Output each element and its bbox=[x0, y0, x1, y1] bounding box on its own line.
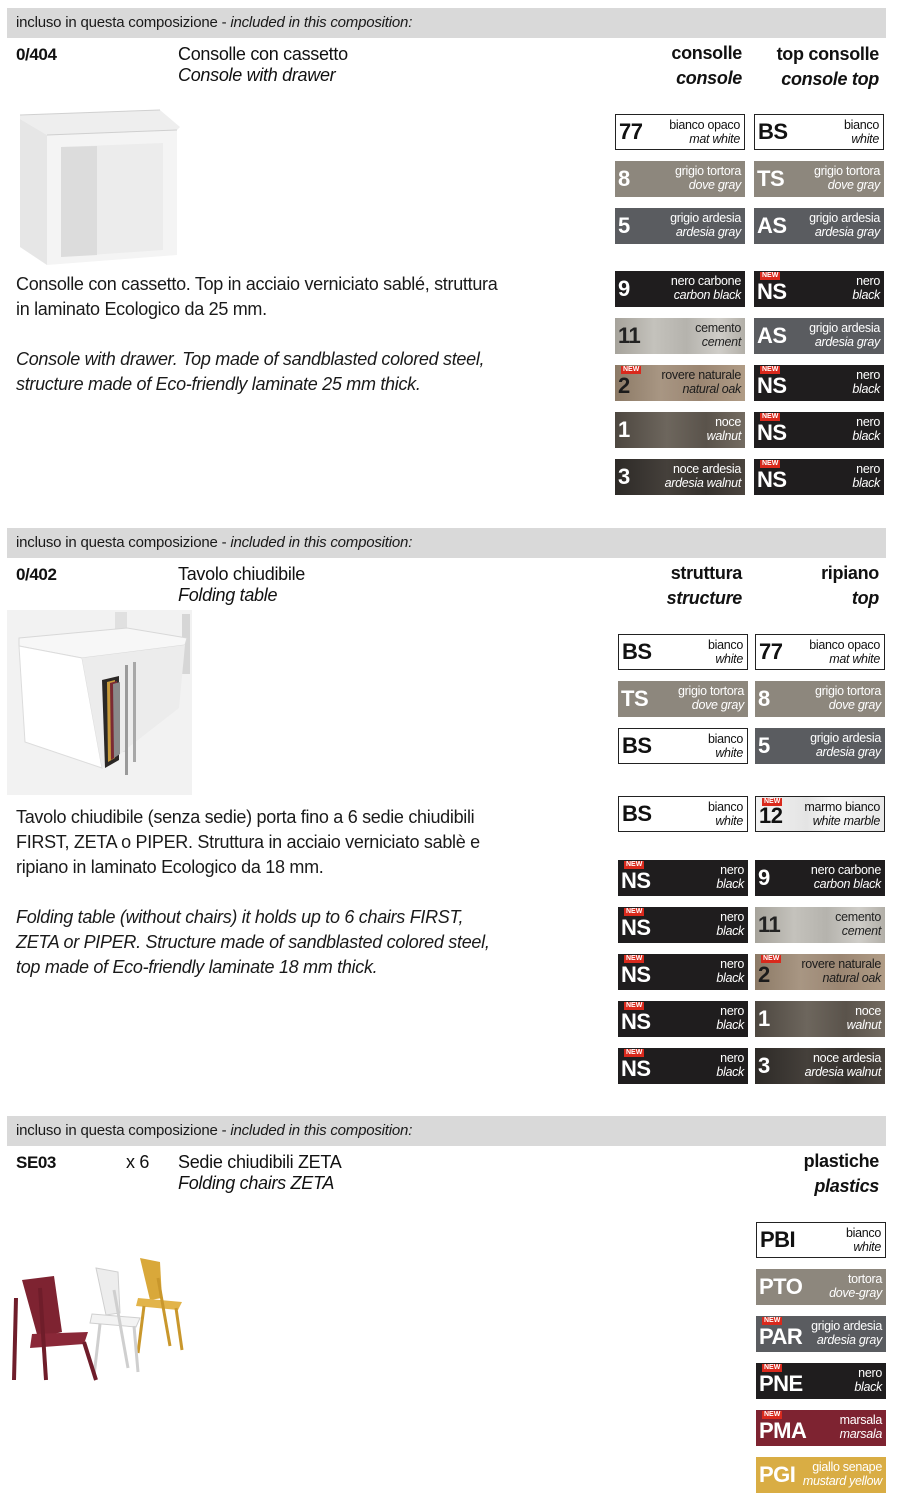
section-header bbox=[7, 1116, 886, 1146]
swatch-code: TS bbox=[621, 686, 649, 711]
swatch-names bbox=[716, 1051, 744, 1079]
swatch-name-it: nero bbox=[856, 462, 880, 476]
swatch-name-en: white bbox=[851, 132, 879, 146]
swatch bbox=[754, 459, 884, 495]
swatch-names bbox=[805, 1051, 881, 1079]
swatch-name-it: nero bbox=[720, 910, 744, 924]
swatch-name-it: nero bbox=[720, 863, 744, 877]
new-badge: NEW bbox=[764, 1411, 781, 1418]
column-header-en: structure bbox=[666, 588, 742, 608]
new-badge: NEW bbox=[763, 955, 780, 962]
new-badge: NEW bbox=[764, 798, 781, 805]
new-badge: NEW bbox=[762, 366, 779, 373]
swatch-name-it: bianco bbox=[845, 1226, 881, 1240]
column-header-it: ripiano bbox=[821, 563, 879, 583]
column-header-it: consolle bbox=[671, 43, 742, 63]
swatch-name-en: dove gray bbox=[828, 698, 881, 712]
product-name-it: Sedie chiudibili ZETA bbox=[178, 1152, 342, 1172]
swatch bbox=[755, 1001, 885, 1037]
column-header-top bbox=[821, 561, 879, 611]
swatch-name-it: grigio tortora bbox=[815, 684, 881, 698]
swatch bbox=[754, 161, 884, 197]
swatch-name-en: ardesia gray bbox=[814, 335, 880, 349]
column-header-it: plastiche bbox=[803, 1151, 879, 1171]
swatch-name-it: nero bbox=[856, 415, 880, 429]
swatch-names bbox=[809, 638, 880, 666]
swatch-names bbox=[716, 863, 744, 891]
new-badge: NEW bbox=[626, 1049, 643, 1056]
swatch-names bbox=[670, 211, 741, 239]
swatch-name-en: walnut bbox=[706, 429, 741, 443]
swatch-code: PNE bbox=[759, 1370, 803, 1396]
description-it: Consolle con cassetto. Top in acciaio verniciato sablé, struttura in laminato Ecologico da 25 mm. bbox=[16, 274, 498, 319]
swatch-names bbox=[809, 321, 880, 349]
swatch bbox=[615, 412, 745, 448]
swatch-names bbox=[814, 164, 880, 192]
swatch-code: PGI bbox=[759, 1462, 796, 1487]
swatch-name-it: tortora bbox=[847, 1272, 882, 1286]
swatch bbox=[754, 365, 884, 401]
swatch-name-it: nero bbox=[720, 1004, 744, 1018]
swatch-code: 12 bbox=[759, 803, 783, 829]
swatch bbox=[615, 208, 745, 244]
column-header-plastics bbox=[804, 1149, 879, 1199]
swatch-code: BS bbox=[622, 801, 652, 826]
swatch-code: NS bbox=[757, 419, 787, 445]
product-name bbox=[178, 1152, 341, 1194]
swatch bbox=[754, 114, 884, 150]
swatch-name-it: noce ardesia bbox=[813, 1051, 881, 1065]
swatch bbox=[755, 728, 885, 764]
swatch-name-en: natural oak bbox=[822, 971, 881, 985]
product-description bbox=[16, 805, 508, 980]
swatch-names bbox=[671, 274, 741, 302]
header-text-en: included in this composition: bbox=[230, 1122, 413, 1139]
column-header-console-top bbox=[777, 42, 879, 92]
swatch-name-it: grigio ardesia bbox=[810, 731, 881, 745]
swatch-names bbox=[847, 1004, 881, 1032]
swatch bbox=[755, 860, 885, 896]
swatch-name-it: grigio ardesia bbox=[809, 321, 880, 335]
swatch-name-it: noce bbox=[855, 1004, 881, 1018]
swatch-name-en: black bbox=[852, 382, 880, 396]
swatch-name-it: nero bbox=[856, 274, 880, 288]
column-header-en: top bbox=[851, 588, 879, 608]
swatch bbox=[755, 954, 885, 990]
product-name-en: Folding table bbox=[178, 585, 278, 605]
swatch-code: TS bbox=[757, 166, 785, 191]
swatch-names bbox=[835, 910, 881, 938]
swatch-name-it: giallo senape bbox=[812, 1460, 882, 1474]
product-code: 0/402 bbox=[16, 565, 57, 584]
swatch-name-en: dove gray bbox=[688, 178, 741, 192]
swatch bbox=[756, 1363, 886, 1399]
description-it: Tavolo chiudibile (senza sedie) porta fino a 6 sedie chiudibili FIRST, ZETA o PIPER. Struttura in acciaio verniciato sablè e ripiano in laminato Ecologico da 18 mm. bbox=[16, 807, 480, 877]
swatch bbox=[618, 634, 748, 670]
swatch-code: NS bbox=[621, 867, 651, 893]
product-name-en: Console with drawer bbox=[178, 65, 336, 85]
swatch-names bbox=[675, 164, 741, 192]
swatch-code: 2 bbox=[618, 372, 630, 398]
header-text-en: included in this composition: bbox=[230, 534, 413, 551]
swatch-name-en: dove gray bbox=[827, 178, 880, 192]
swatch-name-en: natural oak bbox=[682, 382, 741, 396]
swatch-code: PAR bbox=[759, 1323, 803, 1349]
swatch-code: NS bbox=[757, 466, 787, 492]
swatch-names bbox=[852, 462, 880, 490]
product-code: SE03 bbox=[16, 1153, 56, 1172]
swatch-code: NS bbox=[621, 961, 651, 987]
swatch-code: 9 bbox=[758, 865, 770, 890]
swatch-code: PMA bbox=[759, 1417, 807, 1443]
swatch-name-it: grigio tortora bbox=[678, 684, 744, 698]
swatch-names bbox=[669, 118, 740, 146]
swatch-name-en: black bbox=[716, 1065, 744, 1079]
column-header-en: console bbox=[676, 68, 742, 88]
swatch-names bbox=[846, 1226, 881, 1254]
swatch-name-it: rovere naturale bbox=[661, 368, 741, 382]
new-badge: NEW bbox=[764, 1317, 781, 1324]
swatch bbox=[618, 907, 748, 943]
swatch-names bbox=[707, 415, 741, 443]
swatch-name-it: nero bbox=[858, 1366, 882, 1380]
swatch-names bbox=[854, 1366, 882, 1394]
column-header-it: struttura bbox=[670, 563, 742, 583]
swatch-code: AS bbox=[757, 213, 787, 238]
swatch bbox=[756, 1222, 886, 1258]
swatch-name-it: nero carbone bbox=[810, 863, 881, 877]
swatch-names bbox=[708, 800, 743, 828]
swatch-name-it: nero bbox=[856, 368, 880, 382]
swatch bbox=[615, 318, 745, 354]
swatch-name-en: black bbox=[716, 971, 744, 985]
swatch-names bbox=[844, 118, 879, 146]
swatch-name-it: noce ardesia bbox=[673, 462, 741, 476]
swatch-name-en: mat white bbox=[689, 132, 740, 146]
swatch-name-en: black bbox=[716, 1018, 744, 1032]
swatch-name-en: black bbox=[854, 1380, 882, 1394]
swatch-names bbox=[829, 1272, 882, 1300]
swatch-name-en: dove gray bbox=[691, 698, 744, 712]
swatch-code: 77 bbox=[619, 119, 643, 144]
swatch-name-it: bianco bbox=[707, 732, 743, 746]
swatch-code: 3 bbox=[618, 464, 630, 489]
swatch-name-en: ardesia gray bbox=[675, 225, 741, 239]
swatch-code: 11 bbox=[758, 912, 781, 937]
swatch-names bbox=[840, 1413, 882, 1441]
section-header bbox=[7, 8, 886, 38]
column-header-structure bbox=[667, 561, 742, 611]
swatch-name-en: ardesia gray bbox=[816, 1333, 882, 1347]
product-name bbox=[178, 44, 348, 86]
folding-table-image bbox=[7, 610, 192, 795]
swatch-names bbox=[695, 321, 741, 349]
swatch-name-it: grigio tortora bbox=[814, 164, 880, 178]
swatch-code: 2 bbox=[758, 961, 770, 987]
swatch bbox=[618, 860, 748, 896]
header-text-it: incluso in questa composizione - bbox=[16, 534, 231, 551]
swatch-name-it: bianco bbox=[707, 800, 743, 814]
new-badge: NEW bbox=[762, 272, 779, 279]
swatch bbox=[618, 681, 748, 717]
column-header-en: console top bbox=[781, 69, 879, 89]
product-name-en: Folding chairs ZETA bbox=[178, 1173, 335, 1193]
swatch-name-en: black bbox=[716, 924, 744, 938]
swatch bbox=[754, 318, 884, 354]
swatch bbox=[755, 796, 885, 832]
swatch-names bbox=[716, 1004, 744, 1032]
new-badge: NEW bbox=[762, 460, 779, 467]
folding-chairs-image bbox=[10, 1258, 190, 1383]
swatch-code: BS bbox=[622, 639, 652, 664]
swatch-name-en: white bbox=[853, 1240, 881, 1254]
swatch-name-it: rovere naturale bbox=[801, 957, 881, 971]
swatch-name-en: dove-gray bbox=[829, 1286, 882, 1300]
swatch-names bbox=[811, 863, 881, 891]
swatch-name-it: bianco bbox=[707, 638, 743, 652]
swatch bbox=[615, 161, 745, 197]
swatch bbox=[618, 728, 748, 764]
swatch-name-it: grigio ardesia bbox=[811, 1319, 882, 1333]
swatch-name-it: nero carbone bbox=[670, 274, 741, 288]
swatch-code: 8 bbox=[758, 686, 770, 711]
swatch-code: 8 bbox=[618, 166, 630, 191]
swatch-names bbox=[708, 732, 743, 760]
column-header-console bbox=[671, 41, 742, 91]
swatch bbox=[615, 459, 745, 495]
product-name bbox=[178, 564, 305, 606]
swatch-names bbox=[852, 368, 880, 396]
swatch bbox=[754, 208, 884, 244]
swatch-code: PBI bbox=[760, 1227, 796, 1252]
column-header-it: top consolle bbox=[776, 44, 879, 64]
swatch bbox=[615, 114, 745, 150]
swatch-name-en: carbon black bbox=[813, 877, 881, 891]
swatch-code: NS bbox=[757, 372, 787, 398]
swatch-name-it: marsala bbox=[839, 1413, 882, 1427]
console-product-image bbox=[17, 105, 182, 265]
swatch-names bbox=[810, 731, 881, 759]
swatch-names bbox=[708, 638, 743, 666]
swatch-name-en: white bbox=[715, 814, 743, 828]
swatch-name-en: white bbox=[715, 652, 743, 666]
swatch bbox=[754, 412, 884, 448]
swatch-name-en: black bbox=[852, 288, 880, 302]
swatch-names bbox=[716, 910, 744, 938]
swatch-code: 5 bbox=[758, 733, 770, 758]
swatch-name-en: cement bbox=[701, 335, 741, 349]
header-text-en: included in this composition: bbox=[230, 14, 413, 31]
swatch-name-en: mat white bbox=[829, 652, 880, 666]
swatch-name-it: nero bbox=[720, 1051, 744, 1065]
new-badge: NEW bbox=[626, 1002, 643, 1009]
swatch-name-en: black bbox=[852, 429, 880, 443]
swatch bbox=[618, 954, 748, 990]
new-badge: NEW bbox=[626, 955, 643, 962]
swatch bbox=[755, 1048, 885, 1084]
swatch-name-it: cemento bbox=[695, 321, 741, 335]
swatch-name-en: black bbox=[852, 476, 880, 490]
swatch-name-it: nero bbox=[720, 957, 744, 971]
header-text-it: incluso in questa composizione - bbox=[16, 14, 231, 31]
swatch bbox=[618, 1048, 748, 1084]
description-en: Console with drawer. Top made of sandblasted colored steel, structure made of Eco-friendly laminate 25 mm thick. bbox=[16, 349, 485, 394]
swatch-name-it: grigio tortora bbox=[675, 164, 741, 178]
swatch-names bbox=[661, 368, 741, 396]
swatch-code: NS bbox=[757, 278, 787, 304]
swatch bbox=[755, 907, 885, 943]
swatch-name-en: marsala bbox=[839, 1427, 882, 1441]
swatch-name-it: bianco opaco bbox=[669, 118, 740, 132]
swatch-code: 1 bbox=[618, 417, 630, 442]
swatch-code: 77 bbox=[759, 639, 783, 664]
swatch-names bbox=[815, 684, 881, 712]
new-badge: NEW bbox=[764, 1364, 781, 1371]
product-code: 0/404 bbox=[16, 45, 57, 64]
swatch-name-en: ardesia gray bbox=[815, 745, 881, 759]
swatch-names bbox=[665, 462, 741, 490]
swatch bbox=[755, 634, 885, 670]
swatch-code: NS bbox=[621, 1055, 651, 1081]
swatch-name-en: carbon black bbox=[673, 288, 741, 302]
product-description bbox=[16, 272, 506, 397]
swatch-name-en: cement bbox=[841, 924, 881, 938]
swatch-code: 1 bbox=[758, 1006, 770, 1031]
swatch-code: PTO bbox=[759, 1274, 803, 1299]
swatch bbox=[618, 1001, 748, 1037]
swatch bbox=[615, 271, 745, 307]
swatch-name-en: ardesia gray bbox=[814, 225, 880, 239]
swatch bbox=[756, 1410, 886, 1446]
swatch-code: AS bbox=[757, 323, 787, 348]
swatch bbox=[754, 271, 884, 307]
swatch-name-en: walnut bbox=[846, 1018, 881, 1032]
swatch-names bbox=[716, 957, 744, 985]
swatch-name-en: black bbox=[716, 877, 744, 891]
swatch-code: 3 bbox=[758, 1053, 770, 1078]
swatch-name-it: marmo bianco bbox=[804, 800, 880, 814]
product-name-it: Tavolo chiudibile bbox=[178, 564, 305, 584]
product-quantity: x 6 bbox=[126, 1152, 150, 1172]
swatch-names bbox=[852, 415, 880, 443]
swatch-name-en: white marble bbox=[812, 814, 880, 828]
swatch bbox=[756, 1316, 886, 1352]
header-text-it: incluso in questa composizione - bbox=[16, 1122, 231, 1139]
swatch-code: BS bbox=[622, 733, 652, 758]
swatch-name-en: ardesia walnut bbox=[804, 1065, 881, 1079]
swatch-name-it: bianco bbox=[843, 118, 879, 132]
swatch-name-en: mustard yellow bbox=[802, 1474, 882, 1488]
swatch-code: 9 bbox=[618, 276, 630, 301]
swatch-code: NS bbox=[621, 1008, 651, 1034]
swatch-code: NS bbox=[621, 914, 651, 940]
swatch-names bbox=[678, 684, 744, 712]
swatch-name-it: grigio ardesia bbox=[670, 211, 741, 225]
product-name-it: Consolle con cassetto bbox=[178, 44, 348, 64]
column-header-en: plastics bbox=[814, 1176, 879, 1196]
swatch-name-en: white bbox=[715, 746, 743, 760]
swatch-names bbox=[804, 800, 880, 828]
swatch bbox=[756, 1457, 886, 1493]
swatch-names bbox=[803, 1460, 882, 1488]
swatch bbox=[755, 681, 885, 717]
swatch bbox=[756, 1269, 886, 1305]
swatch-names bbox=[852, 274, 880, 302]
swatch-name-it: cemento bbox=[835, 910, 881, 924]
new-badge: NEW bbox=[626, 861, 643, 868]
swatch-code: 5 bbox=[618, 213, 630, 238]
section-header bbox=[7, 528, 886, 558]
swatch-code: 11 bbox=[618, 323, 641, 348]
new-badge: NEW bbox=[762, 413, 779, 420]
new-badge: NEW bbox=[623, 366, 640, 373]
new-badge: NEW bbox=[626, 908, 643, 915]
swatch-names bbox=[811, 1319, 882, 1347]
swatch bbox=[618, 796, 748, 832]
swatch-name-it: bianco opaco bbox=[809, 638, 880, 652]
swatch-names bbox=[801, 957, 881, 985]
swatch-name-it: noce bbox=[715, 415, 741, 429]
swatch-name-en: ardesia walnut bbox=[664, 476, 741, 490]
swatch bbox=[615, 365, 745, 401]
swatch-name-it: grigio ardesia bbox=[809, 211, 880, 225]
description-en: Folding table (without chairs) it holds up to 6 chairs FIRST, ZETA or PIPER. Structure made of sandblasted colored steel, top made of Eco-friendly laminate 18 mm thick. bbox=[16, 907, 490, 977]
swatch-names bbox=[809, 211, 880, 239]
swatch-code: BS bbox=[758, 119, 788, 144]
